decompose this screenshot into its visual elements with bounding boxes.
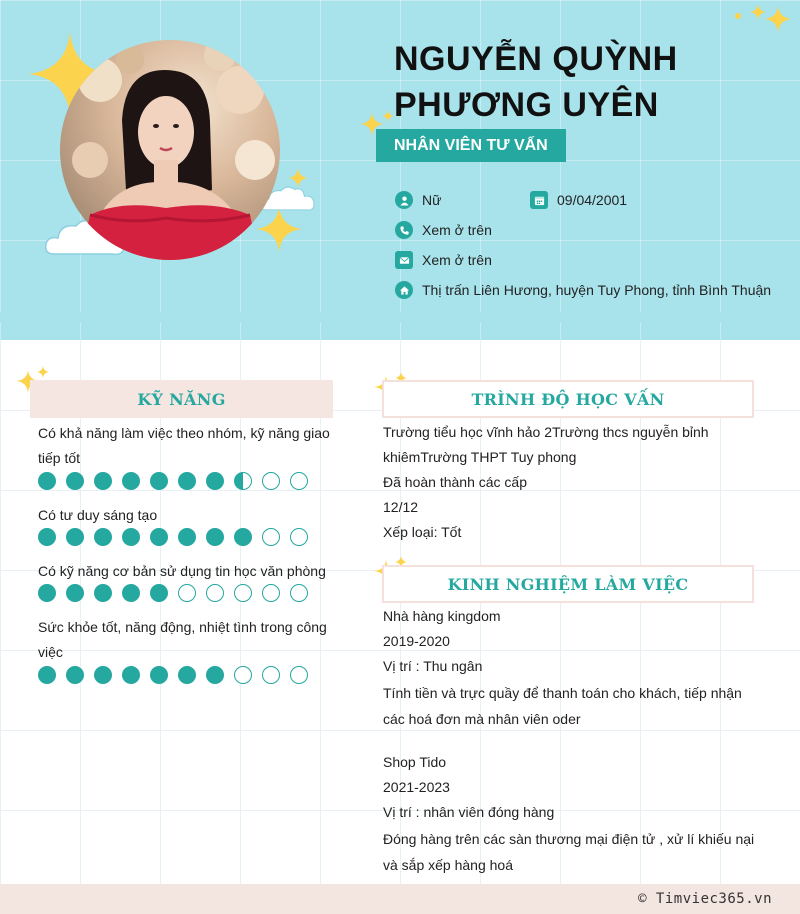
- address-value: Thị trấn Liên Hương, huyện Tuy Phong, tỉnh Bình Thuận: [422, 282, 772, 298]
- rating-dot: [122, 472, 140, 490]
- job-1-desc-2: các hoá đơn mà nhân viên oder: [383, 711, 581, 727]
- rating-dot: [66, 666, 84, 684]
- skill-4-line-1: Sức khỏe tốt, năng động, nhiệt tình trong công: [38, 619, 327, 635]
- address-row: [395, 281, 771, 299]
- rating-dot: [66, 528, 84, 546]
- job-2-period: 2021-2023: [383, 779, 450, 795]
- job-1: [383, 604, 773, 732]
- email-value: Xem ở trên: [422, 252, 492, 268]
- rating-dot: [94, 666, 112, 684]
- rating-dot: [150, 584, 168, 602]
- star-cluster-icon: [724, 4, 794, 34]
- scallop-divider: [0, 312, 800, 342]
- home-icon: [395, 281, 413, 299]
- skill-2-label: [38, 503, 338, 528]
- phone-value: Xem ở trên: [422, 222, 492, 238]
- skill-2-rating: [38, 528, 308, 546]
- experience-heading: KINH NGHIỆM LÀM VIỆC: [382, 565, 754, 603]
- rating-dot: [122, 584, 140, 602]
- rating-dot: [178, 472, 196, 490]
- rating-dot: [38, 528, 56, 546]
- position-badge: NHÂN VIÊN TƯ VẤN: [376, 129, 566, 162]
- profile-photo: [60, 40, 280, 260]
- education-heading: TRÌNH ĐỘ HỌC VẤN: [382, 380, 754, 418]
- skill-3-line-1: Có kỹ năng cơ bản sử dụng tin học văn phòng: [38, 563, 326, 579]
- birthday-row: [530, 191, 627, 209]
- job-1-desc-1: Tính tiền và trực quầy để thanh toán cho khách, tiếp nhận: [383, 685, 742, 701]
- birthday-value: 09/04/2001: [557, 192, 628, 208]
- rating-dot: [66, 472, 84, 490]
- person-icon: [395, 191, 413, 209]
- job-2-desc-1: Đóng hàng trên các sàn thương mại điện tử , xử lí khiếu nại: [383, 831, 755, 847]
- education-grade: 12/12: [383, 499, 419, 515]
- job-1-period: 2019-2020: [383, 633, 450, 649]
- rating-dot: [178, 584, 196, 602]
- rating-dot: [262, 666, 280, 684]
- education-rank: Xếp loại: Tốt: [383, 524, 462, 540]
- rating-dot: [150, 528, 168, 546]
- rating-dot: [206, 472, 224, 490]
- rating-dot: [178, 666, 196, 684]
- name-line-2: PHƯƠNG UYÊN: [394, 86, 659, 124]
- education-content: [383, 420, 763, 545]
- rating-dot: [94, 584, 112, 602]
- rating-dot: [178, 528, 196, 546]
- job-2-company: Shop Tido: [383, 754, 447, 770]
- job-2-role: Vị trí : nhân viên đóng hàng: [383, 804, 555, 820]
- education-status: Đã hoàn thành các cấp: [383, 474, 527, 490]
- gender-value: Nữ: [422, 192, 442, 208]
- skill-1-line-1: Có khả năng làm việc theo nhóm, kỹ năng giao: [38, 425, 330, 441]
- email-icon: [395, 251, 413, 269]
- calendar-icon: [530, 191, 548, 209]
- skill-3-label: [38, 559, 338, 584]
- rating-dot: [38, 472, 56, 490]
- avatar: [60, 40, 280, 260]
- skill-3-rating: [38, 584, 308, 602]
- skill-2-line-1: Có tư duy sáng tạo: [38, 507, 158, 523]
- footer-bar: [0, 884, 800, 914]
- skill-4-label: [38, 615, 338, 665]
- footer-copyright[interactable]: © Timviec365.vn: [638, 891, 772, 907]
- job-1-company: Nhà hàng kingdom: [383, 608, 501, 624]
- rating-dot: [262, 472, 280, 490]
- skill-1-label: [38, 421, 338, 471]
- rating-dot: [206, 528, 224, 546]
- rating-dot: [290, 472, 308, 490]
- rating-dot: [206, 666, 224, 684]
- skill-1-rating: [38, 472, 308, 490]
- rating-dot: [94, 528, 112, 546]
- full-name: [394, 36, 774, 128]
- job-2-desc-2: và sắp xếp hàng hoá: [383, 857, 513, 873]
- education-schools-2: khiêmTrường THPT Tuy phong: [383, 449, 577, 465]
- phone-icon: [395, 221, 413, 239]
- rating-dot: [290, 584, 308, 602]
- email-row: [395, 251, 492, 269]
- rating-dot: [122, 666, 140, 684]
- rating-dot: [234, 584, 252, 602]
- rating-dot: [262, 528, 280, 546]
- rating-dot: [38, 584, 56, 602]
- skill-4-rating: [38, 666, 308, 684]
- rating-dot: [290, 528, 308, 546]
- rating-dot: [206, 584, 224, 602]
- job-1-role: Vị trí : Thu ngân: [383, 658, 483, 674]
- skill-4-line-2: việc: [38, 644, 63, 660]
- rating-dot: [234, 472, 252, 490]
- rating-dot: [150, 472, 168, 490]
- rating-dot: [38, 666, 56, 684]
- skill-1-line-2: tiếp tốt: [38, 450, 81, 466]
- rating-dot: [122, 528, 140, 546]
- rating-dot: [94, 472, 112, 490]
- job-2: [383, 750, 773, 878]
- rating-dot: [262, 584, 280, 602]
- phone-row: [395, 221, 492, 239]
- skills-heading: KỸ NĂNG: [30, 380, 333, 418]
- rating-dot: [150, 666, 168, 684]
- name-line-1: NGUYỄN QUỲNH: [394, 40, 678, 78]
- education-schools-1: Trường tiểu học vĩnh hảo 2Trường thcs nguyễn bỉnh: [383, 424, 709, 440]
- rating-dot: [290, 666, 308, 684]
- gender-row: [395, 191, 441, 209]
- rating-dot: [66, 584, 84, 602]
- rating-dot: [234, 666, 252, 684]
- rating-dot: [234, 528, 252, 546]
